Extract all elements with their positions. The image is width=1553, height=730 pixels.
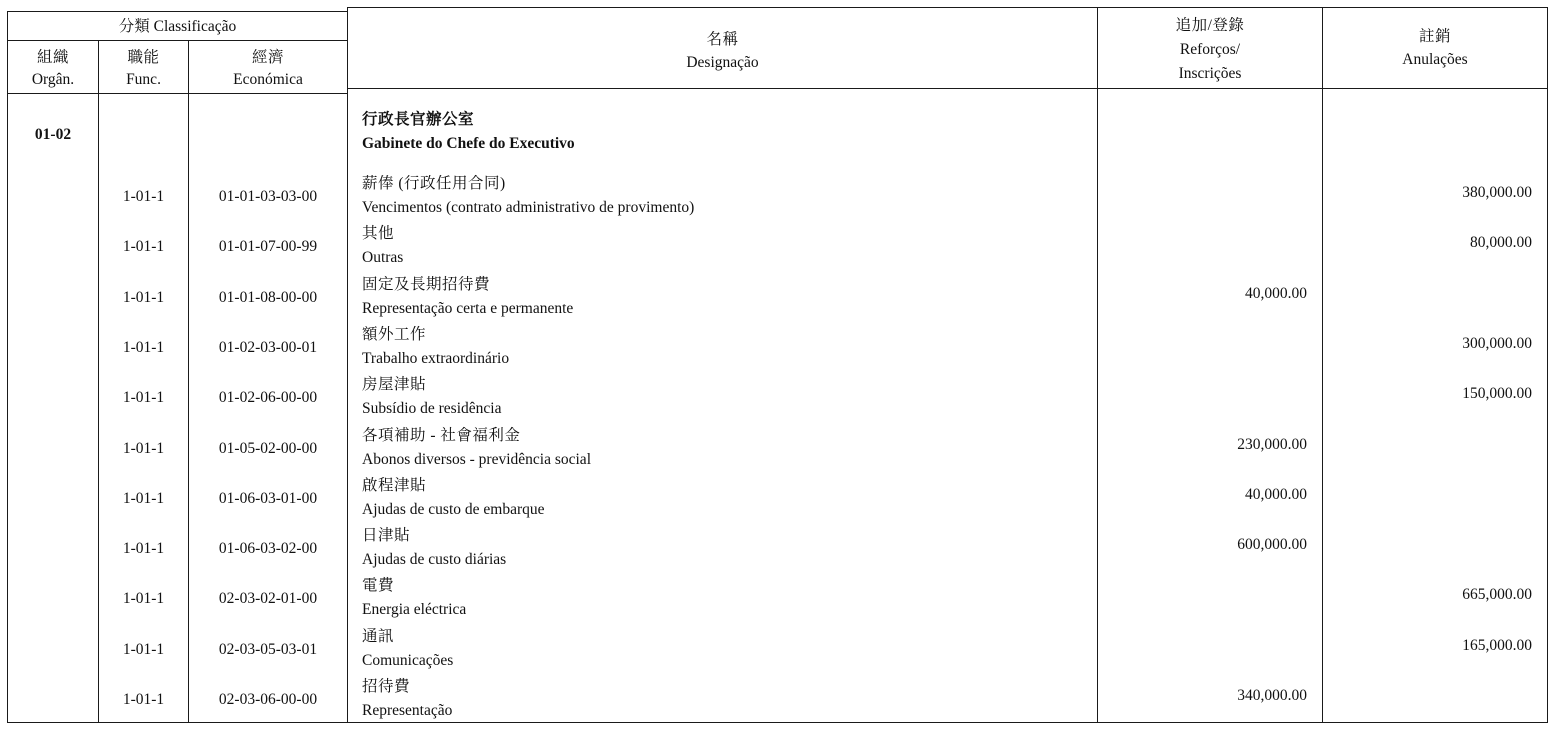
row-econ-code: 01-06-03-01-00 [218,490,318,507]
row-econ-code: 01-06-03-02-00 [218,540,318,557]
header-bottom-border [7,93,347,94]
col-divider-reinforce [1322,7,1323,723]
row-name-zh: 房屋津貼 [362,376,427,393]
row-econ-code: 01-01-07-00-99 [218,238,318,255]
top-border-right [347,7,1548,8]
row-func-code: 1-01-1 [122,490,165,507]
row-name-zh: 固定及長期招待費 [362,276,491,293]
header-econ-pt: Económica [233,71,303,88]
row-cancel-amount: 80,000.00 [1470,234,1532,251]
row-econ-code: 01-01-03-03-00 [218,188,318,205]
row-name-zh: 額外工作 [362,326,427,343]
row-econ-code: 01-01-08-00-00 [218,289,318,306]
row-func-code: 1-01-1 [122,440,165,457]
row-name-pt: Representação [362,702,453,719]
col-divider-organ [98,40,99,723]
header-func-pt: Func. [126,71,161,88]
row-econ-code: 02-03-06-00-00 [218,691,318,708]
header-cancel-pt: Anulações [1402,51,1468,68]
row-name-pt: Representação certa e permanente [362,300,574,317]
header-classification: 分類 Classificação [118,18,237,35]
row-econ-code: 01-02-03-00-01 [218,339,318,356]
classification-divider [7,40,347,41]
row-func-code: 1-01-1 [122,188,165,205]
row-reinforce-amount: 340,000.00 [1237,687,1307,704]
row-name-zh: 各項補助 - 社會福利金 [362,427,521,444]
row-econ-code: 01-02-06-00-00 [218,389,318,406]
row-func-code: 1-01-1 [122,641,165,658]
row-func-code: 1-01-1 [122,389,165,406]
header-reinforce-zh: 追加/登錄 [1175,17,1245,34]
row-name-pt: Ajudas de custo de embarque [362,501,545,518]
row-name-zh: 招待費 [362,678,411,695]
header-organ-pt: Orgân. [31,71,75,88]
row-name-pt: Ajudas de custo diárias [362,551,507,568]
row-func-code: 1-01-1 [122,238,165,255]
row-cancel-amount: 380,000.00 [1462,184,1532,201]
row-name-zh: 電費 [362,577,395,594]
col-divider-econ [347,7,348,723]
section-code: 01-02 [34,126,72,143]
header-reinforce-pt2: Inscrições [1178,65,1242,82]
header-organ-zh: 組織 [36,49,69,66]
row-cancel-amount: 165,000.00 [1462,637,1532,654]
row-func-code: 1-01-1 [122,691,165,708]
row-name-zh: 薪俸 (行政任用合同) [362,175,506,192]
row-name-zh: 通訊 [362,628,395,645]
col-divider-name [1097,7,1098,723]
row-cancel-amount: 665,000.00 [1462,586,1532,603]
row-name-zh: 其他 [362,225,395,242]
row-name-pt: Vencimentos (contrato administrativo de provimento) [362,199,695,216]
row-econ-code: 01-05-02-00-00 [218,440,318,457]
row-econ-code: 02-03-05-03-01 [218,641,318,658]
row-func-code: 1-01-1 [122,289,165,306]
row-reinforce-amount: 600,000.00 [1237,536,1307,553]
header-func-zh: 職能 [127,49,160,66]
row-cancel-amount: 300,000.00 [1462,335,1532,352]
row-name-pt: Abonos diversos - previdência social [362,451,591,468]
table-bottom-border [7,722,1548,723]
header-econ-zh: 經濟 [251,49,284,66]
row-reinforce-amount: 40,000.00 [1245,486,1307,503]
top-border [7,11,347,12]
row-func-code: 1-01-1 [122,339,165,356]
section-name-zh: 行政長官辦公室 [362,111,475,128]
row-func-code: 1-01-1 [122,590,165,607]
header-name-zh: 名稱 [706,31,739,48]
header-name-pt: Designação [686,54,759,71]
row-func-code: 1-01-1 [122,540,165,557]
row-name-pt: Trabalho extraordinário [362,350,510,367]
col-divider-func [188,40,189,723]
row-name-pt: Outras [362,249,404,266]
row-reinforce-amount: 230,000.00 [1237,436,1307,453]
row-name-pt: Energia eléctrica [362,601,467,618]
row-name-zh: 啟程津貼 [362,477,427,494]
section-name-pt: Gabinete do Chefe do Executivo [362,135,575,152]
right-border [1547,7,1548,723]
row-name-pt: Comunicações [362,652,454,669]
row-cancel-amount: 150,000.00 [1462,385,1532,402]
header-bottom-border-right [347,88,1548,89]
left-border [7,11,8,723]
row-name-pt: Subsídio de residência [362,400,502,417]
header-cancel-zh: 註銷 [1418,28,1451,45]
header-reinforce-pt1: Reforços/ [1179,41,1241,58]
row-name-zh: 日津貼 [362,527,411,544]
row-econ-code: 02-03-02-01-00 [218,590,318,607]
row-reinforce-amount: 40,000.00 [1245,285,1307,302]
